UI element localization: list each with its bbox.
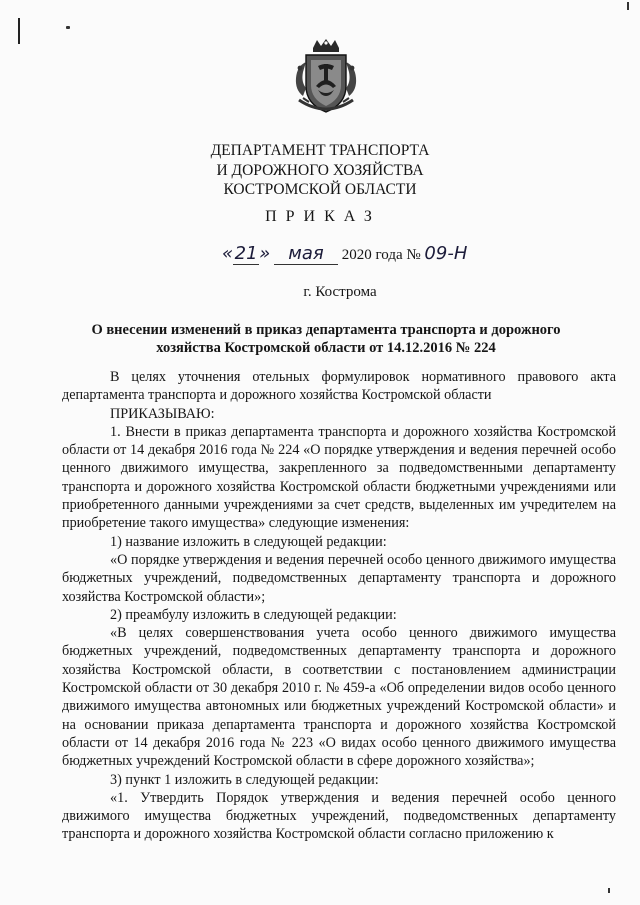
paragraph-subitem-2: 2) преамбулу изложить в следующей редакции: [110, 606, 397, 623]
date-year-text: 2020 года № [341, 247, 421, 263]
paragraph-subitem-1-text: «О порядке утверждения и ведения перечней особо ценного движимого имущества бюджетных учреждений, подведомственных департаменту транспорта и дорожного хозяйства Костромской области»; [62, 551, 616, 605]
department-line-3: КОСТРОМСКОЙ ОБЛАСТИ [223, 181, 417, 198]
department-line-2: И ДОРОЖНОГО ХОЗЯЙСТВА [216, 162, 424, 179]
order-date-line [222, 243, 484, 265]
scan-mark-top-right [627, 2, 629, 10]
scan-mark-left [18, 18, 20, 44]
paragraph-item-1: 1. Внести в приказ департамента транспорта и дорожного хозяйства Костромской области от 14 декабря 2016 года № 224 «О порядке утверждения и ведения перечней особо ценного движимого имущества, закрепленного за подведомственными департаменту транспорта и дорожного хозяйства Костромской области бюджетными учреждениями или приобретенного данными учреждениями за счет средств, выделенных им учредителем на приобретение такого имущества» следующие изменения: [62, 423, 616, 532]
paragraph-preamble: В целях уточнения отельных формулировок нормативного правового акта департамента транспорта и дорожного хозяйства Костромской области [62, 369, 616, 404]
date-close-quote: » [259, 243, 271, 264]
paragraph-subitem-3: 3) пункт 1 изложить в следующей редакции: [110, 771, 379, 788]
department-line-1: ДЕПАРТАМЕНТ ТРАНСПОРТА [210, 142, 430, 159]
city-line: г. Кострома [303, 284, 377, 300]
paragraph-order-word: ПРИКАЗЫВАЮ: [110, 405, 215, 422]
document-title [76, 321, 576, 357]
paragraph-subitem-1: 1) название изложить в следующей редакции: [110, 533, 387, 550]
date-month: мая [274, 243, 338, 265]
paragraph-subitem-3-text: «1. Утвердить Порядок утверждения и ведения перечней особо ценного движимого имущества бюджетных учреждений, подведомственных департаменту транспорта и дорожного хозяйства Костромской области согласно приложению к [62, 789, 616, 843]
scan-mark-dot [66, 26, 70, 29]
scan-mark-bottom-right [608, 888, 610, 893]
coat-of-arms-icon [291, 38, 361, 120]
order-heading: ПРИКАЗ [265, 208, 381, 225]
paragraph-subitem-2-text: «В целях совершенствования учета особо ценного движимого имущества бюджетных учреждений, подведомственных департаменту транспорта и дорожного хозяйства Костромской области, в соответствии с постановлением администрации Костромской области от 30 декабря 2010 г. № 459-а «Об определении видов особо ценного движимого имущества автономных или бюджетных учреждений Костромской области» и на основании приказа департамента транспорта и дорожного хозяйства Костромской области от 14 декабря 2016 года № 223 «О видах особо ценного движимого имущества бюджетных учреждений Костромской области в сфере дорожного хозяйства»; [62, 625, 616, 770]
title-line-1: О внесении изменений в приказ департамента транспорта и дорожного [91, 322, 561, 338]
date-open-quote: « [222, 243, 234, 264]
date-day: 21 [234, 243, 258, 264]
order-number: 09-Н [424, 243, 468, 264]
document-body [62, 368, 616, 844]
title-line-2: хозяйства Костромской области от 14.12.2016 № 224 [156, 340, 496, 356]
